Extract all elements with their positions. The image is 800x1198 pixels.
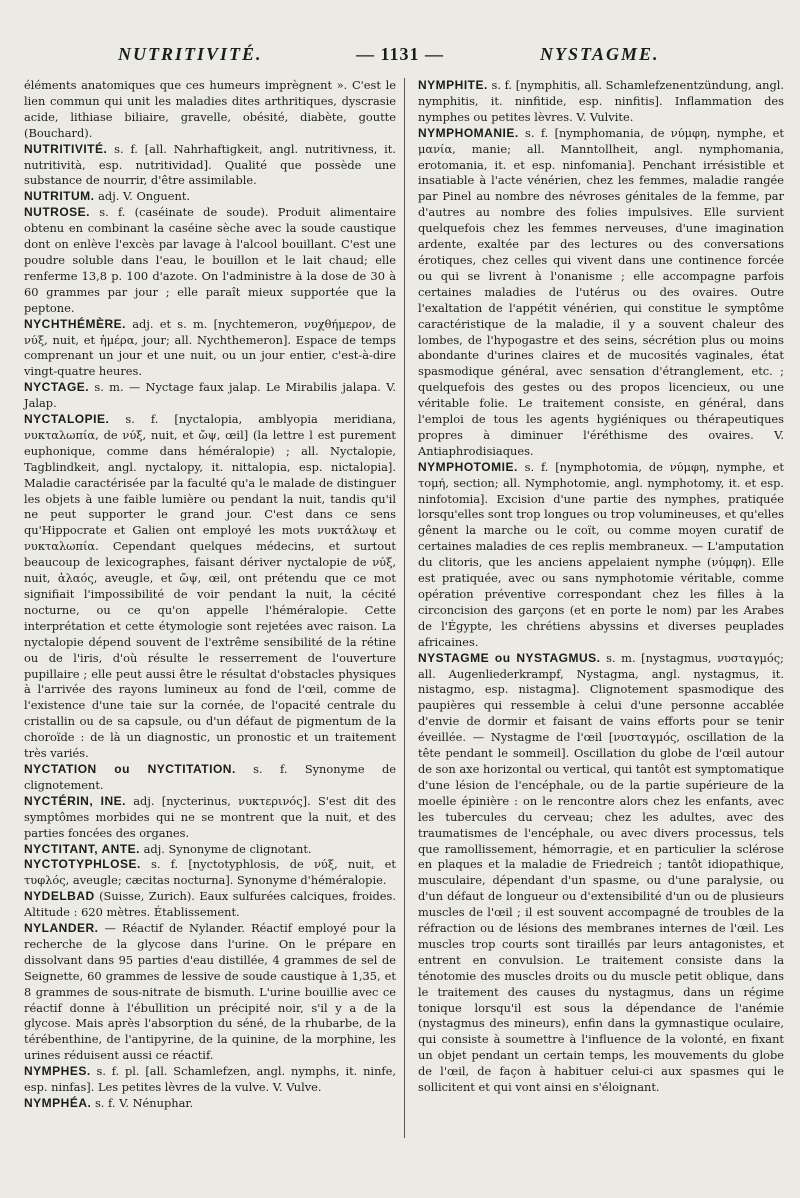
dictionary-entry xyxy=(24,921,396,1064)
entry-headword: NYSTAGME ou NYSTAGMUS. xyxy=(418,650,601,665)
dictionary-entry xyxy=(24,794,396,842)
dictionary-entry xyxy=(418,460,784,651)
dictionary-entry xyxy=(24,842,396,858)
dictionary-entry xyxy=(24,189,396,205)
right-column xyxy=(418,78,784,1096)
entry-definition: s. f. [all. Nahrhaftigkeit, angl. nutritivness, it. nutritività, esp. nutritividad]. Qualité que possède une substance de nourrir, d'être assimilable. xyxy=(24,141,396,188)
dictionary-entry xyxy=(24,317,396,381)
entry-definition: s. f. [nyctalopia, amblyopia meridiana, νυκταλωπία, de νύξ, nuit, et ὤψ, œil] (la lettre l est purement euphonique, comme dans héméralopie) ; all. Nyctalopie, Tagblindkeit, angl. nyctalopy, it. nittalopia, esp. nictalopia]. Maladie caractérisée par la faculté qu'a le malade de distinguer les objets à une faible lumière ou pendant la nuit, tandis qu'il ne peut supporter le grand jour. C'est dans ce sens qu'Hippocrate et Galien ont employé les mots νυκτάλωψ et νυκταλωπία. Cependant quelques médecins, et surtout beaucoup de lexicographes, faisant dériver nyctalopie de νύξ, nuit, ἀλαός, aveugle, et ὤψ, œil, ont prétendu que ce mot signifiait l'impossibilité de voir pendant la nuit, la cécité nocturne, ou ce qu'on appelle l'héméralopie. Cette interprétation et cette étymologie sont rejetées avec raison. La nyctalopie dépend souvent de l'extrême sensibilité de la rétine ou de l'iris, d'où résulte le resserrement de l'ouverture pupillaire ; elle peut aussi être le résultat d'obstacles physiques à l'arrivée des rayons lumineux au fond de l'œil, comme de l'existence d'une taie sur la cornée, de l'opacité centrale du cristallin ou de sa capsule, ou d'un défaut de pigmentum de la choroïde : de là un diagnostic, un pronostic et un traitement très variés. xyxy=(24,412,396,761)
dictionary-entry xyxy=(24,857,396,889)
entry-definition: s. f. Synonyme de clignotement. xyxy=(24,761,396,792)
entry-definition: s. f. [nymphomania, de νύμφη, nymphe, et μανία, manie; all. Manntollheit, angl. nymphomania, erotomania, it. et esp. ninfomania]. Penchant irrésistible et insatiable à l'acte vénérien, chez les femmes, maladie rangée par Pinel au nombre des névroses génitales de la femme, par d'autres au nombre des folies impulsives. Elle survient quelquefois chez les femmes nerveuses, d'une imagination ardente, exaltée par des lectures ou des conversations érotiques, chez celles qui vivent dans une continence forcée ou qui se livrent à l'onanisme ; elle accompagne parfois certaines maladies de l'utérus ou des ovaires. Outre l'exaltation de l'appétit vénérien, qui constitue le symptôme caractéristique de la maladie, il y a souvent chaleur des lombes, de l'hypogastre et des seins, sécrétion plus ou moins abondante d'urines claires et de mucosités vaginales, état spasmodique général, avec sensation d'étranglement, etc. ; quelquefois des gestes ou des propos licencieux, ou une véritable folie. Le traitement consiste, en général, dans l'emploi de tous les agents hygiéniques ou thérapeutiques propres à diminuer l'éréthisme des ovaires. V. Antiaphrodisiaques. xyxy=(418,125,784,458)
dictionary-entry xyxy=(24,889,396,921)
continued-text: éléments anatomiques que ces humeurs imprègnent ». C'est le lien commun qui unit les maladies dites arthritiques, dyscrasie acide, lithiase biliaire, gravelle, obésité, diabète, goutte (Bouchard). xyxy=(24,78,396,140)
dictionary-entry xyxy=(24,412,396,762)
entry-definition: s. f. [nyctotyphlosis, de νύξ, nuit, et τυφλός, aveugle; cæcitas nocturna]. Synonyme d'héméralopie. xyxy=(24,857,396,888)
entry-definition: s. m. [nystagmus, νυσταγμός; all. Augenliederkrampf, Nystagma, angl. nystagmus, it. nistagmo, esp. nistagma]. Clignotement spasmodique des paupières qui ressemble à celui d'une personne accablée d'envie de dormir et faisant de vains efforts pour se tenir éveillée. — Nystagme de l'œil [νυσταγμός, oscillation de la tête pendant le sommeil]. Oscillation du globe de l'œil autour de son axe horizontal ou vertical, qui tantôt est symptomatique d'une lésion de l'encéphale, ou de la partie supérieure de la moelle épinière : on le rencontre alors chez les enfants, avec les tubercules du cerveau; chez les adultes, avec des traumatismes de l'encéphale, ou avec divers processus, tels que ramollissement, hémorragie, et en particulier la sclérose en plaques et la maladie de Friedreich ; tantôt idiopathique, musculaire, dépendant d'un spasme, ou d'une paralysie, ou d'un défaut de longueur ou d'extensibilité d'un ou de plusieurs muscles de l'œil ; il est souvent accompagné de troubles de la réfraction ou de lésions des membranes internes de l'œil. Les muscles trop courts sont tiraillés par leurs antagonistes, et entrent en convulsion. Le traitement consiste dans la ténotomie des muscles droits ou du muscle petit oblique, dans le traitement des causes du nystagmus, dans un régime tonique lorsqu'il est sous la dépendance de l'anémie (nystagmus des mineurs), enfin dans la gymnastique oculaire, qui consiste à soumettre à l'influence de la volonté, en fixant un objet pendant un certain temps, les mouvements du globe de l'œil, de façon à habituer celui-ci aux spasmes qui le sollicitent et qui vont ainsi en s'éloignant. xyxy=(418,650,784,1095)
header-left-word: NUTRITIVITÉ. xyxy=(118,44,263,64)
dictionary-entry xyxy=(24,380,396,412)
dictionary-entry xyxy=(418,78,784,126)
entry-definition: s. f. [nymphotomia, de νύμφη, nymphe, et τομή, section; all. Nymphotomie, angl. nymphotomy, it. et esp. ninfotomia]. Excision d'une partie des nymphes, pratiquée lorsqu'elles sont trop longues ou trop volumineuses, et qu'elles gênent la marche ou le coït, ou comme moyen curatif de certaines maladies de ces replis membraneux. — L'amputation du clitoris, que les anciens appelaient nymphe (νύμφη). Elle est pratiquée, avec ou sans nymphotomie véritable, comme opération préventive correspondant chez les filles à la circoncision des garçons (et en porte le nom) par les Arabes de l'Égypte, les chrétiens abyssins et diverses peuplades africaines. xyxy=(418,459,784,649)
entry-headword: NUTRITIVITÉ. xyxy=(24,141,108,156)
entry-headword: NUTROSE. xyxy=(24,205,91,220)
entry-definition: adj. Synonyme de clignotant. xyxy=(140,841,312,856)
entry-headword: NYCTALOPIE. xyxy=(24,412,110,427)
entry-definition: adj. et s. m. [nychtemeron, νυχθήμερον, de νύξ, nuit, et ἡμέρα, jour; all. Nychthemeron]. Espace de temps comprenant un jour et une nuit, ou un jour entier, c'est-à-dire vingt-quatre heures. xyxy=(24,316,396,379)
dictionary-entry xyxy=(24,1096,396,1112)
dictionary-entry xyxy=(418,126,784,460)
entry-headword: NYMPHOMANIE. xyxy=(418,125,519,140)
entry-headword: NUTRITUM. xyxy=(24,189,95,204)
entry-headword: NYDELBAD xyxy=(24,889,95,904)
entry-definition: s. f. pl. [all. Schamlefzen, angl. nymphs, it. ninfe, esp. ninfas]. Les petites lèvres de la vulve. V. Vulve. xyxy=(24,1064,396,1095)
entry-headword: NYMPHOTOMIE. xyxy=(418,459,518,474)
left-column xyxy=(24,78,396,1112)
entry-headword: NYCTÉRIN, INE. xyxy=(24,793,126,808)
entry-headword: NYMPHES. xyxy=(24,1064,91,1079)
entry-definition: s. m. — Nyctage faux jalap. Le Mirabilis jalapa. V. Jalap. xyxy=(24,380,396,411)
entry-headword: NYCTOTYPHLOSE. xyxy=(24,857,141,872)
dictionary-entry xyxy=(24,205,396,316)
entry-headword: NYCHTHÉMÈRE. xyxy=(24,316,127,331)
entry-headword: NYCTITANT, ANTE. xyxy=(24,841,140,856)
entry-headword: NYMPHÉA. xyxy=(24,1096,92,1110)
entry-definition: s. f. V. Nénuphar. xyxy=(91,1096,194,1110)
entry-headword: NYCTAGE. xyxy=(24,380,90,395)
entry-definition: — Réactif de Nylander. Réactif employé pour la recherche de la glycose dans l'urine. On le prépare en dissolvant dans 95 parties d'eau distillée, 4 grammes de sel de Seignette, 60 grammes de lessive de soude caustique à 1,35, et 8 grammes de sous-nitrate de bismuth. L'urine bouillie avec ce réactif donne à l'ébullition un précipité noir, s'il y a de la glycose. Mais après l'absorption du séné, de la rhubarbe, de la térébenthine, de l'antipyrine, de la quinine, de la morphine, les urines réduisent aussi ce réactif. xyxy=(24,921,396,1063)
dictionary-entry xyxy=(24,142,396,190)
entry-headword: NYLANDER. xyxy=(24,921,99,936)
column-divider xyxy=(404,78,405,1138)
entry-definition: adj. [nycterinus, νυκτερινός]. S'est dit des symptômes morbides qui ne se montrent que la nuit, et des parties foncées des organes. xyxy=(24,793,397,840)
entry-headword: NYCTATION ou NYCTITATION. xyxy=(24,761,236,776)
dictionary-entry xyxy=(24,1064,396,1096)
running-header xyxy=(0,40,800,68)
page-number: — 1131 — xyxy=(356,44,445,64)
dictionary-entry xyxy=(418,651,784,1096)
entry-definition: adj. V. Onguent. xyxy=(94,189,191,204)
entry-definition: (Suisse, Zurich). Eaux sulfurées calciques, froides. Altitude : 620 mètres. Établissement. xyxy=(24,889,396,920)
dictionary-entry xyxy=(24,762,396,794)
entry-definition: s. f. (caséinate de soude). Produit alimentaire obtenu en combinant la caséine sèche avec la soude caustique dont on enlève l'excès par lavage à l'alcool bouillant. C'est une poudre soluble dans l'eau, le bouillon et le lait chaud; elle renferme 13,8 p. 100 d'azote. On l'administre à la dose de 30 à 60 grammes par jour ; elle paraît mieux supportée que la peptone. xyxy=(24,205,396,315)
header-right-word: NYSTAGME. xyxy=(540,44,660,64)
entry-headword: NYMPHITE. xyxy=(418,78,488,92)
entry-definition: s. f. [nymphitis, all. Schamlefzenentzündung, angl. nymphitis, it. ninfitide, esp. ninfitis]. Inflammation des nymphes ou petites lèvres. V. Vulvite. xyxy=(418,78,784,124)
